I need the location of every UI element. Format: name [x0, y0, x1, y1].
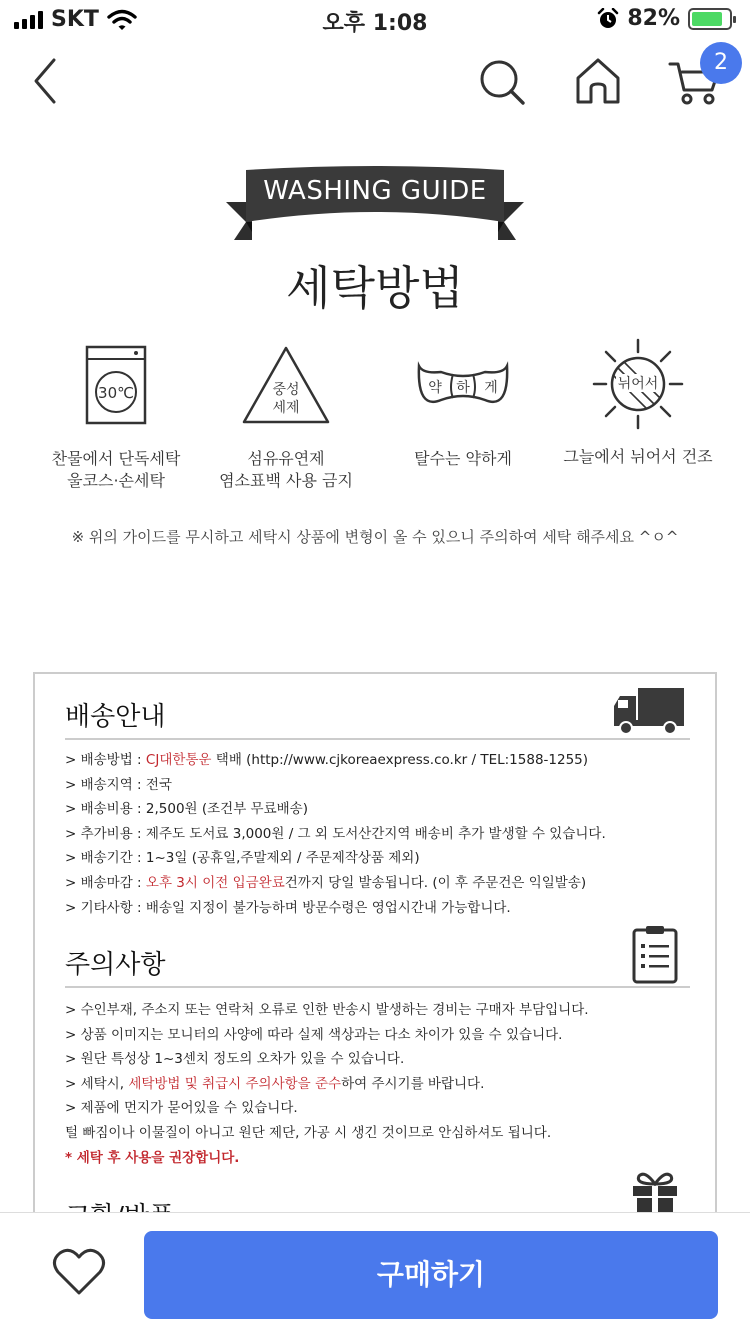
caution-row: 털 빠짐이나 이물질이 아니고 원단 제단, 가공 시 생긴 것이므로 안심하셔도 됩니다. [65, 1124, 552, 1141]
alarm-icon [597, 8, 619, 30]
dry-caption-1: 그늘에서 뉘어서 건조 [563, 447, 713, 466]
wash-temp-symbol: 30℃ [98, 384, 134, 402]
wash-item-cold [26, 344, 206, 492]
spin-caption-1: 탈수는 약하게 [414, 449, 512, 468]
detergent-symbol-1: 중성 [272, 382, 300, 398]
washing-note: ※ 위의 가이드를 무시하고 세탁시 상품에 변형이 올 수 있으니 주의하여 세탁 해주세요 ^ㅇ^ [71, 528, 679, 546]
shipping-row: > 배송기간 : 1~3일 (공휴일,주말제외 / 주문제작상품 제외) [65, 850, 420, 867]
wash-item-spin [373, 344, 553, 470]
washing-guide-label: WASHING GUIDE [263, 176, 487, 206]
status-bar [0, 0, 750, 40]
checklist-icon [631, 924, 679, 984]
shipping-row: > 배송지역 : 전국 [65, 776, 172, 793]
heart-icon[interactable] [52, 1247, 106, 1297]
dry-symbol: 뉘어서 [617, 376, 659, 392]
shipping-list [65, 748, 705, 920]
battery-percent: 82% [627, 6, 680, 31]
wash-item-detergent [196, 344, 376, 492]
spin-symbol-1: 약 [428, 380, 442, 396]
wash-item-dry [548, 344, 728, 468]
buy-button[interactable]: 구매하기 [144, 1231, 718, 1319]
status-right [597, 6, 732, 31]
shipping-row: > 배송마감 : 오후 3시 이전 입금완료건까지 당일 발송됩니다. (이 후 주문건은 익일발송) [65, 874, 587, 891]
bottom-bar [0, 1212, 750, 1334]
shade-dry-icon [592, 338, 684, 430]
info-box [33, 672, 717, 1232]
shipping-row: > 배송방법 : CJ대한통운 택배 (http://www.cjkoreaexpress.co.kr / TEL:1588-1255) [65, 752, 589, 768]
top-nav [0, 40, 750, 126]
spin-symbol-3: 게 [484, 380, 498, 396]
washing-guide-title: 세탁방법 [286, 261, 464, 315]
shipping-divider [65, 738, 690, 740]
caution-row: > 수인부재, 주소지 또는 연락처 오류로 인한 반송시 발생하는 경비는 구매자 부담입니다. [65, 1002, 589, 1018]
shipping-row: > 추가비용 : 제주도 도서료 3,000원 / 그 외 도서산간지역 배송비 추가 발생할 수 있습니다. [65, 825, 606, 842]
detergent-caption-2: 염소표백 사용 금지 [219, 471, 353, 490]
caution-row: > 원단 특성상 1~3센치 정도의 오차가 있을 수 있습니다. [65, 1051, 405, 1068]
truck-icon [612, 686, 686, 736]
wash-caption-1: 찬물에서 단독세탁 [51, 449, 181, 468]
caution-divider [65, 986, 690, 988]
battery-icon [688, 8, 732, 30]
search-icon[interactable] [478, 58, 526, 106]
shipping-row: > 기타사항 : 배송일 지정이 불가능하며 방문수령은 영업시간내 가능합니다. [65, 899, 511, 916]
caution-row: > 상품 이미지는 모니터의 사양에 따라 실제 색상과는 다소 차이가 있을 수 있습니다. [65, 1026, 563, 1043]
status-time: 오후 1:08 [322, 11, 428, 36]
home-icon[interactable] [574, 56, 622, 106]
caution-list [65, 998, 705, 1170]
detergent-caption-1: 섬유유연제 [247, 449, 325, 468]
back-icon[interactable] [28, 56, 68, 106]
caution-row: > 제품에 먼지가 묻어있을 수 있습니다. [65, 1100, 298, 1117]
caution-row: * 세탁 후 사용을 권장합니다. [65, 1149, 240, 1166]
neutral-detergent-icon [240, 344, 332, 426]
gentle-spin-icon [413, 344, 513, 426]
caution-row: > 세탁시, 세탁방법 및 취급시 주의사항을 준수하여 주시기를 바랍니다. [65, 1075, 485, 1092]
washing-machine-icon [84, 344, 148, 426]
shipping-heading: 배송안내 [65, 702, 166, 732]
wash-caption-2: 울코스·손세탁 [67, 471, 165, 490]
cart-count-badge[interactable]: 2 [700, 42, 742, 84]
carrier-label: SKT [51, 7, 99, 32]
caution-heading: 주의사항 [65, 950, 166, 980]
shipping-row: > 배송비용 : 2,500원 (조건부 무료배송) [65, 801, 308, 818]
detergent-symbol-2: 세제 [272, 400, 300, 416]
spin-symbol-2: 하 [456, 380, 470, 396]
